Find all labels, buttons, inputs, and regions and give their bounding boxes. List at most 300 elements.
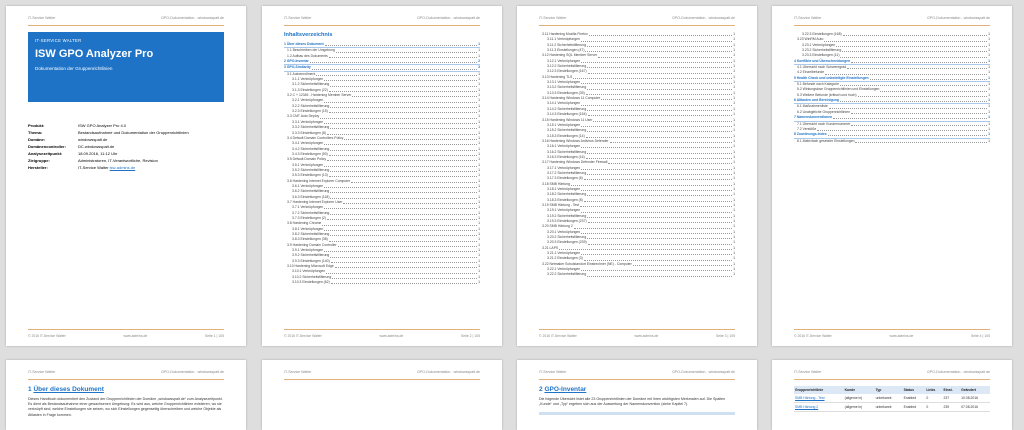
toc-entry-title: 3.11.3 Einstellungen (47) [547,48,585,53]
toc-entry-page: 1 [733,106,735,111]
toc-leader [588,244,733,245]
toc-entry-page: 1 [988,87,990,92]
toc-leader [851,62,987,63]
toc-leader [329,241,477,242]
toc-entry-title: 3.9 Hardening Domain Controller [287,242,337,247]
toc-entry-page: 1 [988,82,990,87]
toc-entry-page: 1 [988,48,990,53]
toc-leader [316,75,477,76]
toc-leader [330,198,477,199]
toc-entry-title: 3.19.1 Verknüpfungen [547,208,581,213]
toc-entry-title: 3.5 Default Domain Policy [287,157,327,162]
toc-entry-page: 1 [478,232,480,237]
toc-leader [581,126,732,127]
page-header [539,370,735,380]
toc-entry-title: 3.2.2 Sicherheitsfilterung [292,103,330,108]
table-cell: 237 [942,394,960,403]
toc-leader [329,176,477,177]
toc-leader [581,41,732,42]
toc-leader [588,115,733,116]
toc-entry-title: 3.3 CMT Auto Deploy [287,114,320,119]
toc-leader [589,35,732,36]
toc-entry-page: 1 [988,65,990,70]
toc-entry-title: 3 GPO-Similarity [284,65,311,70]
toc-leader [586,137,732,138]
toc-entry-title: 3.23.1 Verknüpfungen [802,42,836,47]
meta-row [28,157,224,164]
meta-value: ISW GPO Analyzer Pro 4.0 [78,123,127,128]
toc-leader [330,192,477,193]
table-cell: unbekannt [875,403,903,412]
toc-leader [833,118,987,119]
toc-leader [581,62,732,63]
toc-entry-title: 3.4.3 Einstellungen (50) [292,151,328,156]
toc-entry-title: 5 Health Check und unbeteiligte Einstellungen [794,75,869,80]
toc-entry-title: 3.23.3 Einstellungen (11) [802,53,840,58]
toc-entry-page: 1 [478,93,480,98]
toc-entry-page: 1 [733,149,735,154]
toc-entry-page: 1 [478,237,480,242]
toc-entry-title: 3.16.2 Sicherheitsfilterung [547,149,587,154]
toc-entry-title: 3.22.2 Sicherheitsfilterung [547,272,587,277]
toc-entry-page: 1 [733,176,735,181]
toc-entry-title: 3.6.1 Verknüpfungen [292,183,324,188]
toc-entry-page: 1 [988,32,990,36]
toc-entry-page: 1 [733,42,735,47]
toc-leader [324,166,477,167]
toc-leader [330,86,477,87]
toc-title: Inhaltsverzeichnis [284,32,333,38]
toc-entry-page: 1 [478,194,480,199]
toc-leader [581,233,732,234]
toc-entry-title: 3.17 Hardening Windows Defender Firewall [542,160,608,165]
toc-entry-title: 3.19.2 Sicherheitsfilterung [547,213,587,218]
gpo-name-link[interactable]: SMB Härtung - Test [795,396,825,400]
header-right: GPO-Dokumentation - windowsspalt.de [927,370,990,374]
document-page-section-2 [517,360,757,430]
toc-leader [329,57,477,58]
toc-entry-page: 1 [733,58,735,63]
toc-entry-page: 1 [478,135,480,140]
meta-value: IT-Service Walter [78,165,109,170]
toc-leader [320,118,477,119]
toc-entry-page: 1 [988,121,990,126]
toc-leader [870,79,988,80]
toc-entry-title: 3.18 SMB Härtung [542,181,570,186]
toc-entry-title: 3.20.2 Sicherheitsfilterung [547,235,587,240]
toc-entry-page: 1 [478,53,480,58]
toc-entry-page: 1 [988,98,990,103]
toc-entry-title: 3.8.3 Einstellungen (38) [292,237,328,242]
toc-entry-page: 1 [988,109,990,114]
toc-entry-title: 8.1 Matrixfach gesetzter Einstellungen [797,138,855,143]
toc-leader [587,67,732,68]
toc-leader [351,182,477,183]
page-header [794,16,990,26]
toc-entry-page: 1 [733,272,735,277]
toc-leader [633,265,732,266]
toc-entry-title: 3.13.3 Einstellungen (39) [547,90,585,95]
table-row [794,403,990,412]
toc-leader [325,45,478,46]
toc-entry-title: 3.22 Netmaker Schulstandort Einstrechner (NE) - Computer [542,261,632,266]
toc-entry-title: 3.6.2 Sicherheitsfilterung [292,189,330,194]
page-header [794,370,990,380]
toc-entry-title: 3.9.2 Sicherheitsfilterung [292,253,330,258]
toc-leader [330,171,477,172]
toc-list [284,42,480,285]
toc-entry-page: 1 [478,146,480,151]
toc-entry-page: 1 [733,256,735,261]
toc-entry-title: 2 GPO-Inventar [284,59,309,64]
toc-leader [324,251,477,252]
toc-entry-page: 1 [478,151,480,156]
table-cell: unbekannt [875,394,903,403]
toc-entry-page: 1 [478,216,480,220]
toc-leader [322,225,477,226]
table-column-header: Typ [875,386,903,394]
toc-entry-title: 3.14.2 Sicherheitsfilterung [547,106,587,111]
toc-leader [585,51,732,52]
toc-entry-title: 4.1 Übersicht nach Schweregrad [797,65,847,70]
toc-entry-title: 3.10.3 Einstellungen (62) [292,280,330,285]
toc-entry-title: 3.14 Hardening Windows 11 Computer [542,96,601,101]
toc-entry-title: 3.2 C + 12345 - Hardening Member Server [287,93,352,98]
footer-left: © 2016 IT-Service Walter [794,334,832,338]
gpo-name-link[interactable]: SMB Härtung 2 [795,405,819,409]
toc-entry-title: 3.5.3 Einstellungen (13) [292,173,328,178]
toc-leader [587,153,732,154]
toc-entry-page: 1 [733,128,735,133]
section-number: 1 [28,386,32,393]
meta-row [28,164,224,171]
header-right: GPO-Dokumentation - windowsspalt.de [417,370,480,374]
toc-entry-page: 1 [478,125,480,130]
toc-entry-page: 1 [478,141,480,146]
section-paragraph: Dieses Handbuch dokumentiert den Zustand der Gruppenrichtlinien der Domäne „windowsspalt.de“ zum Analysezeitpunkt. Es dient als Bestandsaufnahme einer gewachsenen Umgebung: Es wird aus, welche Gruppenrichtlinien existieren, wo sie verknüpft sind, welche Einstellungen sie setzen, wo sich Einstellungen gegenseitig überschreiben und welche Objekte als Altlasten in Frage kommen. [28,397,223,417]
toc-entry-page: 1 [478,242,480,247]
toc-entry-title: 3.15.3 Einstellungen (14) [547,133,585,138]
toc-entry-page: 1 [478,109,480,114]
toc-entry-title: 6 Altlasten und Bereinigung [794,98,839,103]
toc-leader [330,107,477,108]
toc-entry-title: 3.14.1 Verknüpfungen [547,101,581,106]
table-header-row [794,386,990,394]
toc-entry-title: 3.4.2 Sicherheitsfilterung [292,146,330,151]
toc-entry-title: 3.16.3 Einstellungen (16) [547,154,585,159]
toc-entry-title: 3.19 SMB Härtung - Test [542,203,580,207]
footer-page-number: Seite 1 | 105 [205,334,224,338]
toc-entry-title: 3.12.2 Sicherheitsfilterung [547,64,587,69]
toc-leader [858,96,988,97]
toc-entry-page: 1 [478,48,480,53]
toc-entry-page: 1 [733,160,735,165]
toc-entry-page: 1 [733,133,735,138]
toc-entry-page: 1 [478,98,480,103]
toc-leader [574,228,732,229]
header-left: IT-Service Walter [28,370,56,374]
table-header-strip [539,412,735,415]
toc-leader [324,102,477,103]
toc-entry-title: 7.2 Verstöße [797,126,817,131]
toc-leader [587,238,732,239]
toc-leader [601,99,732,100]
toc-entry-page: 1 [478,82,480,87]
toc-entry-title: 3.11.2 Sicherheitsfilterung [547,42,586,47]
section-title: Über dieses Dokument [33,386,104,393]
meta-value: 18.09.2016, 11:12 Uhr [78,151,118,156]
page-footer [28,329,224,338]
toc-entry-page: 1 [733,144,735,149]
toc-entry-page: 1 [733,53,735,58]
meta-label: Domänencontroller: [28,144,67,149]
toc-leader [840,101,987,102]
toc-entry-title: 3.10.1 Verknüpfungen [292,269,326,274]
table-cell: (allgeme in) [844,394,875,403]
table-column-header: Gruppenrichtlinie [794,386,844,394]
toc-entry-title: 3.12.1 Verknüpfungen [547,58,581,63]
table-cell [794,403,844,412]
toc-leader [338,246,478,247]
toc-leader [571,185,732,186]
toc-entry-title: 1.1 Beschreiben der Umgebung [287,48,335,53]
toc-entry-title: 3.12.3 Einstellungen (167) [547,69,587,74]
toc-leader [343,203,477,204]
toc-leader [824,41,987,42]
toc-entry-title: 3.11 Hardening Mozilla Firefox [542,32,588,36]
toc-entry-page: 1 [478,269,480,274]
toc-entry-page: 1 [478,280,480,285]
toc-entry-page: 1 [733,37,735,42]
toc-leader [587,195,732,196]
toc-leader [324,144,477,145]
header-right: GPO-Dokumentation - windowsspalt.de [161,16,224,20]
page-header [539,16,735,26]
toc-entry-title: 3.5.2 Sicherheitsfilterung [292,167,330,172]
meta-label: Analysezeitpunkt: [28,151,63,156]
toc-entry-title: 3.22.3 Einstellungen (168) [802,32,842,36]
toc-entry-page: 1 [478,248,480,253]
toc-entry-title: 3.1.1 Verknüpfungen [292,77,324,82]
toc-entry-page: 1 [478,162,480,167]
toc-entry-page: 1 [733,251,735,256]
section-heading [539,386,735,393]
toc-entry-page: 1 [733,170,735,175]
footer-left: © 2016 IT-Service Walter [539,334,577,338]
toc-entry-page: 1 [988,75,990,80]
footer-left: © 2016 IT-Service Walter [284,334,322,338]
table-cell [794,394,844,403]
toc-entry-title: 3.9.1 Verknüpfungen [292,248,324,253]
toc-entry-title: 3.11.1 Verknüpfungen [547,37,580,42]
toc-leader [586,158,732,159]
toc-leader [842,51,987,52]
toc-leader [829,108,987,109]
toc-entry-page: 1 [733,235,735,240]
toc-entry-title: 3.6 Hardening Internet Explorer Computer [287,178,351,183]
toc-leader [587,46,732,47]
toc-leader [588,222,733,223]
toc-entry-page: 1 [988,92,990,97]
toc-entry-title: 3.8.2 Sicherheitsfilterung [292,232,330,237]
meta-label: Domäne: [28,137,46,142]
footer-page-number: Seite 3 | 105 [716,334,735,338]
toc-entry-title: 4 Konflikte und Überschneidungen [794,58,851,63]
toc-leader [336,52,477,53]
toc-leader [587,217,732,218]
meta-row [28,143,224,150]
toc-entry-page: 1 [478,253,480,258]
table-cell: 0 [925,394,942,403]
toc-entry-title: 3.7.3 Einstellungen (2) [292,216,326,220]
section-heading [28,386,224,393]
toc-leader [587,131,732,132]
toc-entry-title: 6.1 Maßnahmenliste [797,104,828,109]
toc-entry-title: 3.8 Hardening Chrome [287,221,322,226]
toc-entry[interactable] [284,280,480,285]
page-header [28,370,224,380]
toc-leader [331,262,477,263]
toc-leader [344,139,477,140]
toc-leader [825,74,987,75]
toc-entry-page: 1 [733,213,735,218]
toc-entry-title: 3.8.1 Verknüpfungen [292,226,324,231]
toc-entry-page: 1 [733,186,735,191]
toc-entry-page: 1 [988,138,990,143]
toc-entry-title: 3.21 LAPS [542,245,559,250]
toc-entry-page: 1 [733,138,735,143]
toc-entry-page: 1 [733,69,735,74]
toc-leader [335,267,477,268]
toc-entry-page: 1 [733,165,735,170]
toc-entry-title: 1 Über dieses Dokument [284,42,324,46]
page-footer [284,329,480,338]
toc-entry-page: 1 [733,240,735,245]
header-right: GPO-Dokumentation - windowsspalt.de [927,16,990,20]
toc-entry-title: 7 Namenskonventionen [794,115,833,120]
toc-leader [329,155,477,156]
toc-leader [573,78,732,79]
toc-entry-title: 3.19.3 Einstellungen (237) [547,219,587,224]
meta-row [28,150,224,157]
toc-entry-page: 1 [733,245,735,250]
section-title: GPO-Inventar [544,386,587,393]
manufacturer-link[interactable]: isw-admins.de [109,165,136,170]
toc-entry-page: 1 [478,210,480,215]
header-left: IT-Service Walter [28,16,56,20]
toc-entry-page: 1 [733,96,735,101]
toc-leader [584,179,732,180]
toc-entry-page: 1 [733,229,735,234]
toc-entry-page: 1 [478,167,480,172]
toc-entry-page: 1 [478,71,480,76]
toc-entry-title: 3.14.3 Einstellungen (154) [547,112,587,117]
toc-entry-title: 3.13 Hardening TLS [542,74,573,79]
table-cell: 0 [925,403,942,412]
toc-entry-title: 3.23 WinRM Auto [797,37,824,42]
table-row [794,394,990,403]
toc-entry-title: 3.2.1 Verknüpfungen [292,98,324,103]
toc-entry-title: 1.2 Aufbau des Dokuments [287,53,328,58]
document-page-inventory [772,360,1012,430]
toc-leader [327,219,477,220]
footer-center: www.admins.de [634,334,659,338]
toc-entry-title: 3.5.1 Verknüpfungen [292,162,324,167]
table-cell: 10.08.2016 [960,394,990,403]
page-footer [539,329,735,338]
toc-entry-title: 3.1 Autoenrollment [287,71,316,76]
toc-entry-page: 1 [733,117,735,122]
toc-leader [581,190,732,191]
toc-leader [817,130,987,131]
toc-leader [587,89,732,90]
section-paragraph: Die folgende Übersicht listet alle 23 Gruppenrichtlinien der Domäne mit ihren wichtigsten Merkmalen auf. Die Spalten „Kunde“ und „Typ“ ergeben sich aus der Auswertung der Namenskonvention (siehe Kapitel 7). [539,397,726,407]
meta-row [28,122,224,129]
toc-entry-title: 3.3.2 Sicherheitsfilterung [292,125,330,130]
toc-entry[interactable] [539,272,735,277]
cover-kicker: IT-SERVICE WALTER [35,38,82,43]
page-header [28,16,224,26]
toc-leader [324,208,477,209]
footer-center: www.admins.de [889,334,914,338]
header-right: GPO-Dokumentation - windowsspalt.de [672,370,735,374]
toc-leader [329,112,477,113]
toc-entry-title: 3.18.3 Einstellungen (8) [547,197,583,202]
toc-leader [587,276,732,277]
toc-entry-title: 6.2 Unabgleiche Gruppenrichtlinien [797,109,850,114]
toc-entry-page: 1 [478,189,480,194]
toc-entry-title: 3.20 SMB Härtung 2 [542,224,573,229]
section-number: 2 [539,386,543,393]
toc-leader [331,283,477,284]
toc-entry-title: 3.23.2 Sicherheitsfilterung [802,48,842,53]
toc-entry-title: 3.4 Default Domain Controllers Policy [287,135,344,140]
meta-value: windowsspalt.de [78,137,108,142]
toc-entry-title: 3.2.3 Einstellungen (15) [292,109,328,114]
toc-entry-page: 2 [478,59,480,64]
toc-leader [847,68,987,69]
header-right: GPO-Dokumentation - windowsspalt.de [161,370,224,374]
toc-entry[interactable] [794,139,990,144]
toc-leader [330,257,477,258]
toc-entry-page: 1 [478,221,480,226]
toc-leader [593,121,732,122]
toc-entry-page: 1 [733,85,735,90]
toc-leader [581,147,732,148]
toc-entry-title: 4.2 Einzelbefunde [797,70,825,75]
toc-entry-page: 1 [733,32,735,36]
toc-entry-page: 1 [733,122,735,127]
toc-entry-title: 3.13.1 Verknüpfungen [547,80,581,85]
toc-leader [326,273,477,274]
page-header [284,16,480,26]
table-column-header: Kunde [844,386,875,394]
toc-entry-title: 3.18.2 Sicherheitsfilterung [547,192,587,197]
toc-entry-title: 3.20.1 Verknüpfungen [547,229,581,234]
toc-entry-title: 3.20.3 Einstellungen (239) [547,240,587,245]
toc-entry-page: 1 [478,226,480,231]
table-column-header: Einst. [942,386,960,394]
meta-value: Bestandsaufnahme und Dokumentation der Gruppenrichtlinien [78,130,189,135]
toc-entry-page: 1 [988,126,990,131]
toc-entry-page: 1 [733,261,735,266]
toc-entry-title: 7.1 Übersicht nach Kundennummer [797,121,851,126]
meta-row [28,136,224,143]
toc-entry-page: 1 [478,183,480,188]
toc-entry-page: 1 [733,208,735,213]
toc-entry-page: 1 [478,178,480,183]
toc-entry-page: 1 [478,157,480,162]
